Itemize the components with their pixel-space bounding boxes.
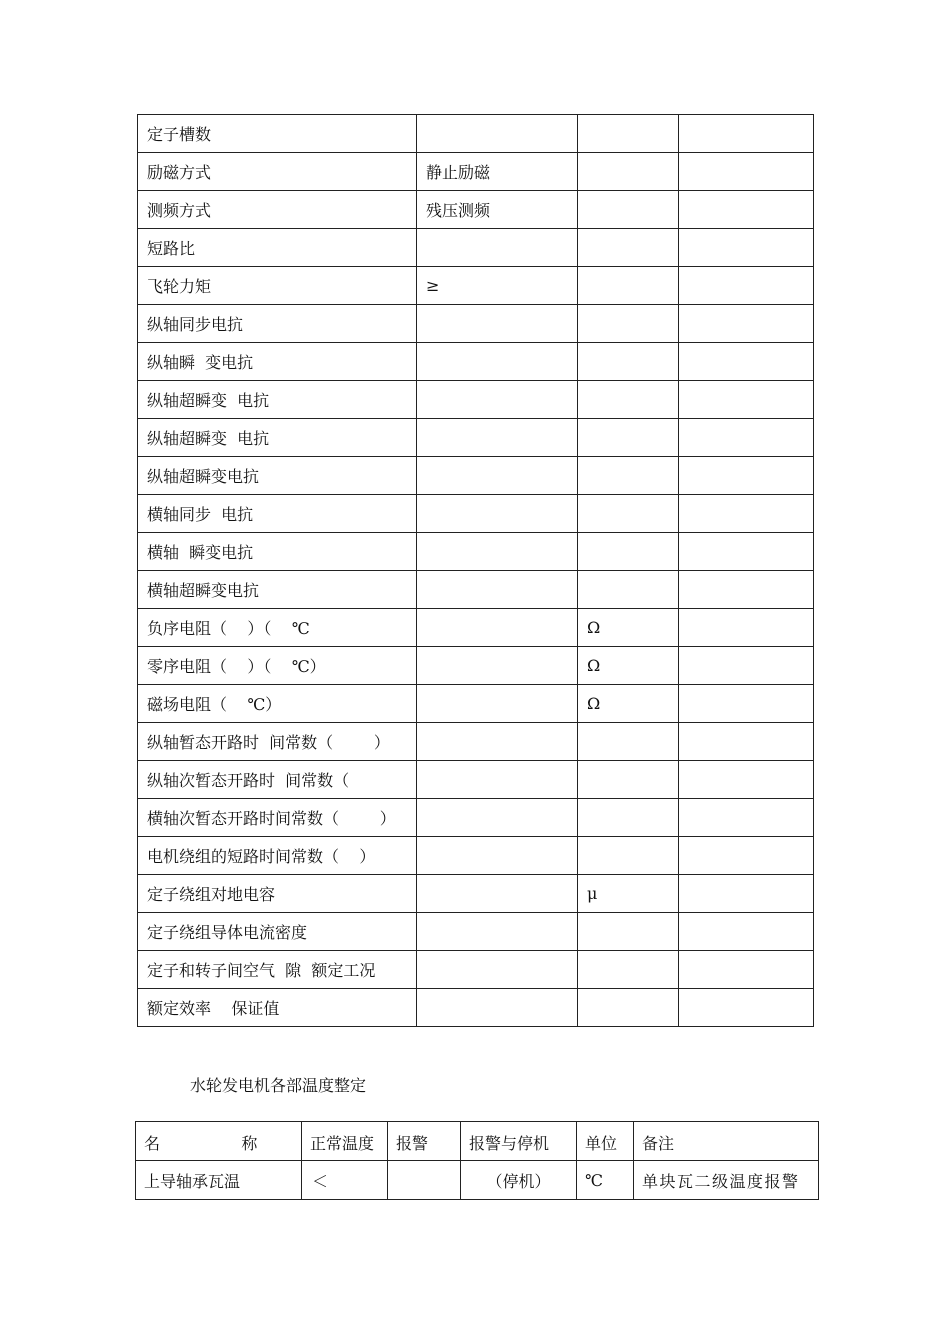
param-note-cell bbox=[679, 837, 814, 875]
header-normal-temperature: 正常温度 bbox=[302, 1122, 388, 1161]
param-name-cell: 电机绕组的短路时间常数（ ） bbox=[138, 837, 417, 875]
param-value-cell: 静止励磁 bbox=[417, 153, 578, 191]
param-name-cell: 纵轴超瞬变 电抗 bbox=[138, 419, 417, 457]
param-unit-cell bbox=[578, 343, 679, 381]
param-note-cell bbox=[679, 343, 814, 381]
parameter-row bbox=[138, 229, 814, 267]
param-value-cell bbox=[417, 457, 578, 495]
param-note-cell bbox=[679, 571, 814, 609]
section-title: 水轮发电机各部温度整定 bbox=[190, 1076, 367, 1095]
param-unit-cell: μ bbox=[578, 875, 679, 913]
param-note-cell bbox=[679, 305, 814, 343]
param-name-cell: 短路比 bbox=[138, 229, 417, 267]
parameter-row bbox=[138, 685, 814, 723]
param-value-cell bbox=[417, 419, 578, 457]
param-value-cell bbox=[417, 229, 578, 267]
param-note-cell bbox=[679, 267, 814, 305]
param-name-cell: 纵轴同步电抗 bbox=[138, 305, 417, 343]
parameter-row bbox=[138, 343, 814, 381]
param-value-cell bbox=[417, 685, 578, 723]
param-note-cell bbox=[679, 951, 814, 989]
param-name-cell: 定子绕组对地电容 bbox=[138, 875, 417, 913]
param-unit-cell bbox=[578, 305, 679, 343]
parameter-row bbox=[138, 191, 814, 229]
header-note: 备注 bbox=[634, 1122, 819, 1161]
param-unit-cell bbox=[578, 533, 679, 571]
param-unit-cell bbox=[578, 951, 679, 989]
temp-row-alarm-stop: （停机） bbox=[461, 1161, 577, 1200]
param-value-cell: ≥ bbox=[417, 267, 578, 305]
parameter-row bbox=[138, 875, 814, 913]
parameter-row bbox=[138, 267, 814, 305]
param-note-cell bbox=[679, 913, 814, 951]
param-note-cell bbox=[679, 723, 814, 761]
param-unit-cell bbox=[578, 913, 679, 951]
param-name-cell: 测频方式 bbox=[138, 191, 417, 229]
param-note-cell bbox=[679, 875, 814, 913]
param-unit-cell bbox=[578, 229, 679, 267]
param-name-cell: 定子槽数 bbox=[138, 115, 417, 153]
param-value-cell bbox=[417, 533, 578, 571]
param-value-cell bbox=[417, 837, 578, 875]
param-name-cell: 纵轴暂态开路时 间常数（ ） bbox=[138, 723, 417, 761]
parameter-row bbox=[138, 761, 814, 799]
param-name-cell: 横轴 瞬变电抗 bbox=[138, 533, 417, 571]
parameter-row bbox=[138, 647, 814, 685]
param-value-cell bbox=[417, 609, 578, 647]
param-note-cell bbox=[679, 115, 814, 153]
param-note-cell bbox=[679, 381, 814, 419]
temp-row-normal: ＜ bbox=[302, 1161, 388, 1200]
param-note-cell bbox=[679, 989, 814, 1027]
parameter-row bbox=[138, 913, 814, 951]
param-unit-cell bbox=[578, 723, 679, 761]
generator-parameters-table bbox=[137, 114, 814, 1027]
param-name-cell: 纵轴超瞬变 电抗 bbox=[138, 381, 417, 419]
param-value-cell bbox=[417, 305, 578, 343]
param-name-cell: 飞轮力矩 bbox=[138, 267, 417, 305]
param-unit-cell bbox=[578, 457, 679, 495]
parameter-row bbox=[138, 571, 814, 609]
param-note-cell bbox=[679, 153, 814, 191]
param-name-cell: 纵轴次暂态开路时 间常数（ bbox=[138, 761, 417, 799]
parameter-row bbox=[138, 837, 814, 875]
temp-row-unit: ℃ bbox=[577, 1161, 634, 1200]
param-note-cell bbox=[679, 799, 814, 837]
param-value-cell bbox=[417, 875, 578, 913]
param-name-cell: 额定效率 保证值 bbox=[138, 989, 417, 1027]
temp-row-alarm bbox=[388, 1161, 461, 1200]
param-note-cell bbox=[679, 647, 814, 685]
param-value-cell bbox=[417, 989, 578, 1027]
header-unit: 单位 bbox=[577, 1122, 634, 1161]
param-unit-cell bbox=[578, 571, 679, 609]
header-alarm: 报警 bbox=[388, 1122, 461, 1161]
param-name-cell: 纵轴瞬 变电抗 bbox=[138, 343, 417, 381]
parameter-row bbox=[138, 457, 814, 495]
param-note-cell bbox=[679, 609, 814, 647]
param-note-cell bbox=[679, 761, 814, 799]
param-value-cell bbox=[417, 647, 578, 685]
param-note-cell bbox=[679, 495, 814, 533]
param-unit-cell bbox=[578, 761, 679, 799]
parameter-row bbox=[138, 951, 814, 989]
header-name: 名 称 bbox=[136, 1122, 302, 1161]
param-value-cell bbox=[417, 343, 578, 381]
param-value-cell bbox=[417, 761, 578, 799]
param-unit-cell bbox=[578, 799, 679, 837]
temperature-settings-table bbox=[135, 1121, 819, 1200]
temp-row-name: 上导轴承瓦温 bbox=[136, 1161, 302, 1200]
param-name-cell: 负序电阻（ ）（ ℃ bbox=[138, 609, 417, 647]
parameter-row bbox=[138, 495, 814, 533]
parameter-row bbox=[138, 419, 814, 457]
param-name-cell: 横轴同步 电抗 bbox=[138, 495, 417, 533]
param-note-cell bbox=[679, 457, 814, 495]
param-value-cell bbox=[417, 913, 578, 951]
param-value-cell: 残压测频 bbox=[417, 191, 578, 229]
param-value-cell bbox=[417, 571, 578, 609]
param-name-cell: 横轴次暂态开路时间常数（ ） bbox=[138, 799, 417, 837]
param-name-cell: 励磁方式 bbox=[138, 153, 417, 191]
param-unit-cell bbox=[578, 115, 679, 153]
parameter-row bbox=[138, 723, 814, 761]
param-unit-cell: Ω bbox=[578, 685, 679, 723]
param-value-cell bbox=[417, 495, 578, 533]
param-unit-cell bbox=[578, 267, 679, 305]
param-name-cell: 横轴超瞬变电抗 bbox=[138, 571, 417, 609]
param-note-cell bbox=[679, 191, 814, 229]
param-name-cell: 零序电阻（ ）（ ℃） bbox=[138, 647, 417, 685]
parameter-row bbox=[138, 305, 814, 343]
param-note-cell bbox=[679, 419, 814, 457]
param-unit-cell bbox=[578, 495, 679, 533]
temp-row-note: 单块瓦二级温度报警 bbox=[634, 1161, 819, 1200]
param-unit-cell: Ω bbox=[578, 609, 679, 647]
temperature-table-header-row bbox=[136, 1122, 819, 1161]
param-unit-cell bbox=[578, 989, 679, 1027]
param-note-cell bbox=[679, 229, 814, 267]
parameter-row bbox=[138, 381, 814, 419]
param-value-cell bbox=[417, 799, 578, 837]
param-value-cell bbox=[417, 723, 578, 761]
param-unit-cell bbox=[578, 419, 679, 457]
parameters-table-body bbox=[138, 115, 814, 1027]
param-value-cell bbox=[417, 115, 578, 153]
temperature-table-row bbox=[136, 1161, 819, 1200]
param-note-cell bbox=[679, 533, 814, 571]
param-unit-cell bbox=[578, 191, 679, 229]
header-alarm-and-stop: 报警与停机 bbox=[461, 1122, 577, 1161]
param-unit-cell bbox=[578, 837, 679, 875]
param-name-cell: 定子绕组导体电流密度 bbox=[138, 913, 417, 951]
param-note-cell bbox=[679, 685, 814, 723]
param-name-cell: 磁场电阻（ ℃） bbox=[138, 685, 417, 723]
parameter-row bbox=[138, 115, 814, 153]
parameter-row bbox=[138, 989, 814, 1027]
param-unit-cell: Ω bbox=[578, 647, 679, 685]
parameter-row bbox=[138, 609, 814, 647]
param-unit-cell bbox=[578, 381, 679, 419]
parameter-row bbox=[138, 533, 814, 571]
parameter-row bbox=[138, 799, 814, 837]
param-unit-cell bbox=[578, 153, 679, 191]
parameter-row bbox=[138, 153, 814, 191]
param-value-cell bbox=[417, 381, 578, 419]
param-value-cell bbox=[417, 951, 578, 989]
param-name-cell: 定子和转子间空气 隙 额定工况 bbox=[138, 951, 417, 989]
param-name-cell: 纵轴超瞬变电抗 bbox=[138, 457, 417, 495]
